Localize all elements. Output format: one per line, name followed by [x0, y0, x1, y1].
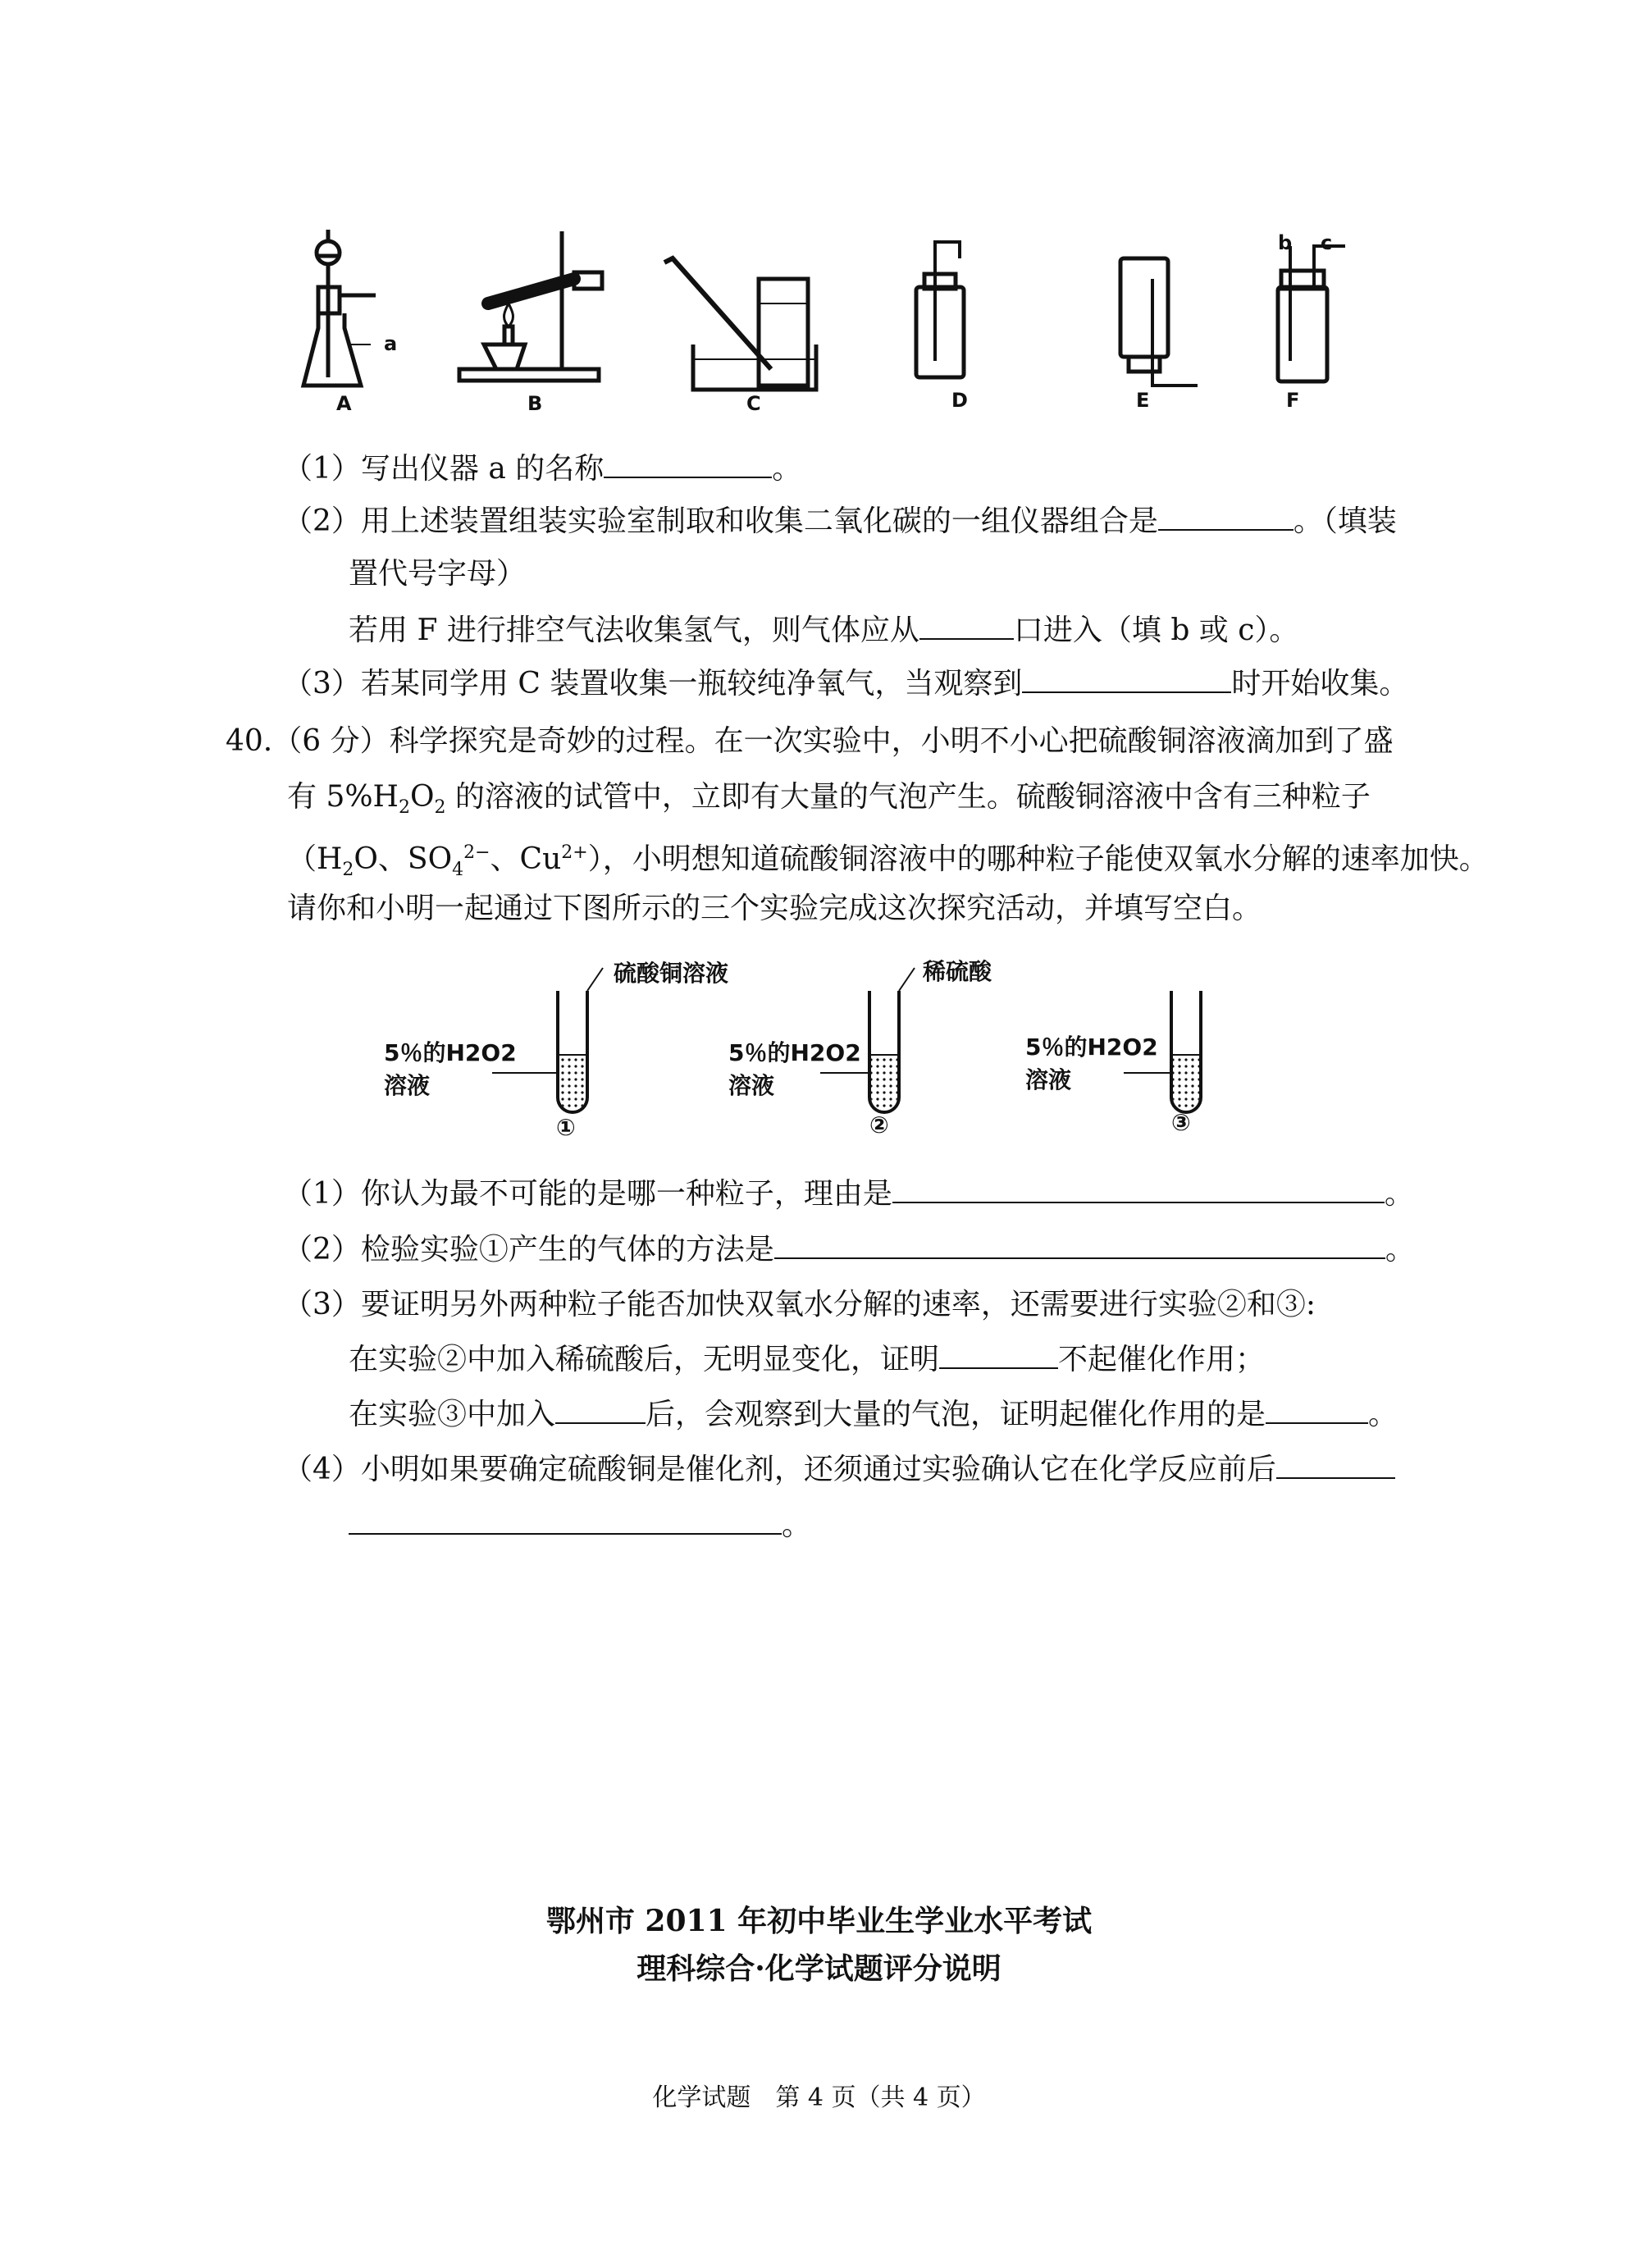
answer-blank-q39-2b[interactable] [919, 614, 1014, 640]
apparatus-d-gas-bottle [916, 242, 964, 377]
q40-line1: 40.（6 分）科学探究是奇妙的过程。在一次实验中，小明不小心把硫酸铜溶液滴加到了盛 [226, 724, 1394, 758]
q40-part4: （4）小明如果要确定硫酸铜是催化剂，还须通过实验确认它在化学反应前后 [283, 1450, 1395, 1490]
apparatus-label-F: F [1286, 389, 1300, 412]
answer-blank-q40-2[interactable] [774, 1233, 1385, 1259]
tube1-number: ① [556, 1114, 576, 1141]
tube2-side-label-2: 溶液 [728, 1072, 775, 1099]
answer-blank-q40-1[interactable] [892, 1177, 1385, 1203]
apparatus-label-A: A [336, 392, 352, 415]
q39-part2b: 若用 F 进行排空气法收集氢气，则气体应从 口进入（填 b 或 c）。 [349, 614, 1299, 647]
q40-part3a: 在实验②中加入稀硫酸后，无明显变化，证明 不起催化作用； [349, 1343, 1266, 1376]
q40-line3: （$H_2O$、$SO_4^{2-}$、$Cu^{2+}$），小明想知道硫酸铜溶液中的哪种粒子能使双氧水分解的速率加快。 [287, 842, 1489, 881]
tube2-side-label-1: 5％的H2O2 [728, 1039, 861, 1066]
answer-blank-q40-3b-1[interactable] [555, 1398, 646, 1424]
apparatus-label-D: D [951, 389, 968, 412]
apparatus-a-conical-flask [303, 230, 376, 386]
q39-part2-cont: 置代号字母） [349, 557, 527, 591]
apparatus-figure [279, 221, 1411, 422]
tube3-side-label-2: 溶液 [1025, 1066, 1072, 1093]
q40-part2: （2）检验实验①产生的气体的方法是 。 [283, 1233, 1415, 1266]
tube1-side-label-2: 溶液 [384, 1072, 431, 1099]
answer-blank-q39-1[interactable] [604, 452, 772, 478]
answer-blank-q40-4b[interactable] [349, 1508, 782, 1535]
q39-part2: （2）用上述装置组装实验室制取和收集二氧化碳的一组仪器组合是 。（填装 [283, 504, 1397, 538]
q40-part3b: 在实验③中加入 后，会观察到大量的气泡，证明起催化作用的是 。 [349, 1398, 1398, 1431]
apparatus-b-heating-setup [459, 231, 602, 381]
tube2-label-dilute-sulfuric-acid: 稀硫酸 [923, 958, 992, 985]
q40-line4: 请你和小明一起通过下图所示的三个实验完成这次探究活动，并填写空白。 [287, 892, 1262, 925]
answer-blank-q40-3b-2[interactable] [1266, 1398, 1368, 1424]
apparatus-label-C: C [746, 392, 761, 415]
apparatus-c-water-trough [664, 258, 816, 390]
apparatus-label-b-tube: b [1278, 231, 1293, 254]
scoring-title-2: 理科综合·化学试题评分说明 [636, 1951, 1002, 1986]
answer-blank-q40-3a[interactable] [939, 1343, 1058, 1369]
q40-line2: 有 $5\%H_2O_2$ 的溶液的试管中，立即有大量的气泡产生。硫酸铜溶液中含有三种粒子 [287, 780, 1371, 819]
tube2-number: ② [869, 1111, 889, 1139]
q39-part3: （3）若某同学用 C 装置收集一瓶较纯净氧气，当观察到 时开始收集。 [283, 667, 1409, 700]
apparatus-e-inverted-bottle [1120, 258, 1198, 386]
page-footer: 化学试题 第 4 页（共 4 页） [652, 2083, 986, 2112]
q39-part1: （1）写出仪器 a 的名称 。 [283, 452, 802, 486]
apparatus-label-E: E [1136, 389, 1150, 412]
q40-part4-cont: 。 [349, 1506, 811, 1545]
q40-part3: （3）要证明另外两种粒子能否加快双氧水分解的速率，还需要进行实验②和③: [283, 1288, 1316, 1321]
q40-part1: （1）你认为最不可能的是哪一种粒子，理由是 。 [283, 1177, 1414, 1211]
apparatus-label-B: B [527, 392, 543, 415]
tube1-label-copper-sulfate: 硫酸铜溶液 [614, 960, 729, 987]
apparatus-f-two-tube-bottle [1278, 246, 1345, 381]
answer-blank-q39-3[interactable] [1022, 667, 1231, 693]
tube3-number: ③ [1171, 1109, 1191, 1136]
apparatus-label-a-pointer: a [384, 332, 398, 355]
tube3-side-label-1: 5％的H2O2 [1025, 1034, 1158, 1061]
answer-blank-q39-2[interactable] [1158, 504, 1294, 531]
scoring-title-1: 鄂州市 2011 年初中毕业生学业水平考试 [545, 1904, 1093, 1938]
answer-blank-q40-4a[interactable] [1276, 1453, 1395, 1479]
tube1-side-label-1: 5％的H2O2 [384, 1039, 517, 1066]
apparatus-label-c-tube: c [1321, 231, 1333, 254]
